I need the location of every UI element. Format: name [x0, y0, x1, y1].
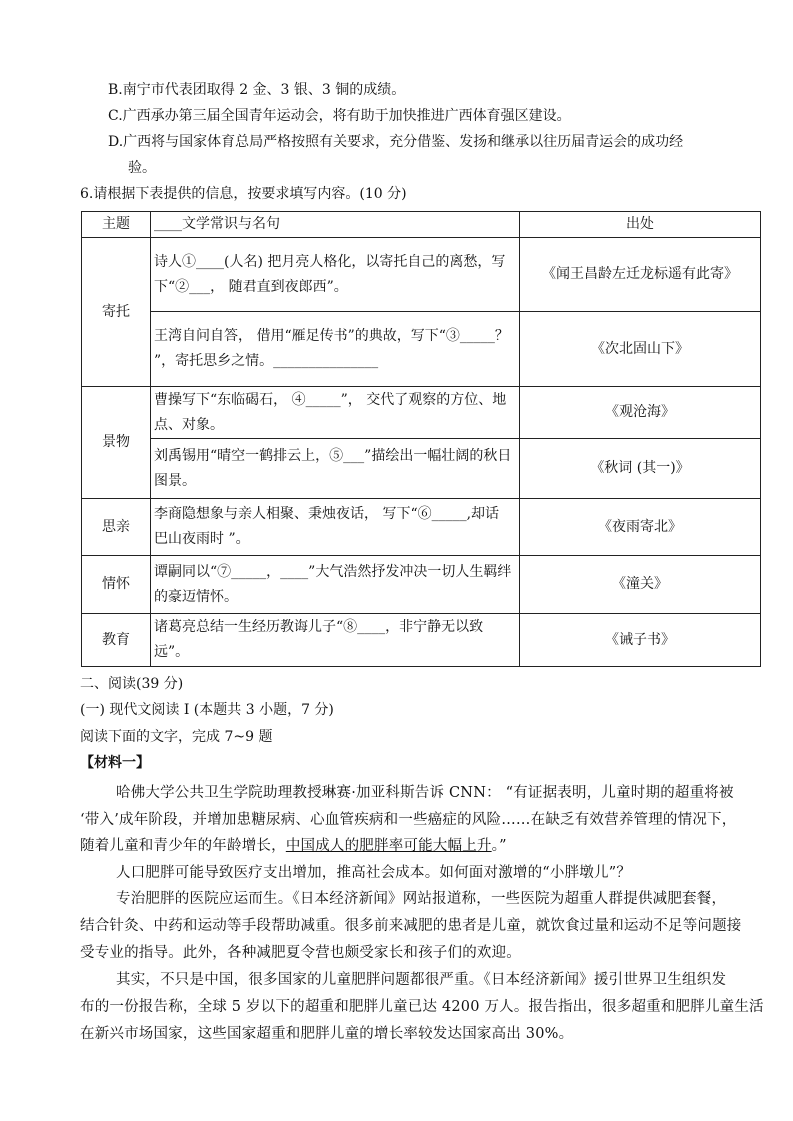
- content-cell[interactable]: 刘禹锡用“晴空一鹤排云上，⑤___”描绘出一幅壮阔的秋日图景。: [151, 439, 520, 499]
- table-row: [82, 439, 761, 499]
- source-cell: 《闻王昌龄左迁龙标遥有此寄》: [520, 238, 761, 312]
- source-cell: 《次北固山下》: [520, 312, 761, 387]
- option-d-line1: D.广西将与国家体育总局严格按照有关要求，充分借鉴、发扬和继承以往历届青运会的成功经: [108, 134, 684, 150]
- content-cell[interactable]: 李商隐想象与亲人相聚、秉烛夜话， 写下“⑥_____,却话 巴山夜雨时 ”。: [151, 499, 520, 556]
- table-header-row: [82, 212, 761, 238]
- paragraph-1-end: 。”: [491, 838, 507, 854]
- paragraph-3-line-3: 受专业的指导。此外，各种减肥夏令营也颇受家长和孩子们的欢迎。: [80, 945, 521, 961]
- header-theme: 主题: [82, 212, 151, 238]
- theme-cell: 教育: [82, 614, 151, 667]
- source-cell: 《诫子书》: [520, 614, 761, 667]
- theme-cell: 思亲: [82, 499, 151, 556]
- table-row: [82, 499, 761, 556]
- material-1-label: 【材料一】: [80, 755, 150, 771]
- header-content: ____文学常识与名句: [151, 212, 520, 238]
- section-2-heading: 二、阅读(39 分): [80, 676, 184, 692]
- source-cell: 《秋词 (其一)》: [520, 439, 761, 499]
- table-row: [82, 556, 761, 614]
- subsection-1-heading: (一) 现代文阅读 I (本题共 3 小题，7 分): [80, 702, 334, 718]
- content-cell[interactable]: 诗人①____(人名) 把月亮人格化，以寄托自己的离愁，写下“②___， 随君直到夜郎西”。: [151, 238, 520, 312]
- paragraph-4-line-2: 布的一份报告称，全球 5 岁以下的超重和肥胖儿童已达 4200 万人。报告指出，很多超重和肥胖儿童生活: [80, 999, 764, 1015]
- header-source: 出处: [520, 212, 761, 238]
- reading-instruction: 阅读下面的文字，完成 7~9 题: [80, 729, 273, 745]
- table-row: [82, 614, 761, 667]
- underlined-claim: 中国成人的肥胖率可能大幅上升: [285, 838, 492, 854]
- paragraph-4-line-1: 其实，不只是中国，很多国家的儿童肥胖问题都很严重。《日本经济新闻》援引世界卫生组织发: [116, 972, 727, 988]
- theme-cell: 景物: [82, 387, 151, 499]
- paragraph-4-line-3: 在新兴市场国家，这些国家超重和肥胖儿童的增长率较发达国家高出 30%。: [80, 1026, 574, 1042]
- paragraph-3-line-1: 专治肥胖的医院应运而生。《日本经济新闻》网站报道称，一些医院为超重人群提供减肥套餐，: [116, 891, 727, 907]
- content-cell[interactable]: 诸葛亮总结一生经历教诲儿子“⑧____，非宁静无以致远”。: [151, 614, 520, 667]
- paragraph-1-line-2: ‘带入’成年阶段，并增加患糖尿病、心血管疾病和一些癌症的风险……在缺乏有效营养管理的情况下，: [80, 812, 737, 828]
- content-cell[interactable]: 王湾自问自答， 借用“雁足传书”的典故，写下“③_____？ ”，寄托思乡之情。_______________: [151, 312, 520, 387]
- content-cell[interactable]: 谭嗣同以“⑦_____，____”大气浩然抒发冲决一切人生羁绊的豪迈情怀。: [151, 556, 520, 614]
- paragraph-3-line-2: 结合针灸、中药和运动等手段帮助减重。很多前来减肥的患者是儿童，就饮食过量和运动不足等问题接: [80, 918, 742, 934]
- content-cell[interactable]: 曹操写下“东临碣石， ④_____”， 交代了观察的方位、地点、对象。: [151, 387, 520, 439]
- literature-table: [81, 211, 761, 667]
- option-b: B.南宁市代表团取得 2 金、3 银、3 铜的成绩。: [108, 82, 406, 98]
- paragraph-2: 人口肥胖可能导致医疗支出增加，推高社会成本。如何面对激增的“小胖墩儿”？: [116, 865, 632, 881]
- table-row: [82, 238, 761, 312]
- option-d-line2: 验。: [128, 160, 156, 176]
- theme-cell: 寄托: [82, 238, 151, 387]
- paragraph-1-line-1: 哈佛大学公共卫生学院助理教授琳赛·加亚科斯告诉 CNN： “有证据表明，儿童时期的超重将被: [116, 785, 734, 801]
- source-cell: 《夜雨寄北》: [520, 499, 761, 556]
- theme-cell: 情怀: [82, 556, 151, 614]
- question-6-prompt: 6.请根据下表提供的信息，按要求填写内容。(10 分): [80, 186, 407, 202]
- paragraph-1-line-3: [80, 834, 507, 855]
- table-row: [82, 387, 761, 439]
- option-c: C.广西承办第三届全国青年运动会，将有助于加快推进广西体育强区建设。: [108, 108, 571, 124]
- table-row: [82, 312, 761, 387]
- paragraph-1-text: 随着儿童和青少年的年龄增长，: [80, 838, 286, 854]
- source-cell: 《观沧海》: [520, 387, 761, 439]
- source-cell: 《潼关》: [520, 556, 761, 614]
